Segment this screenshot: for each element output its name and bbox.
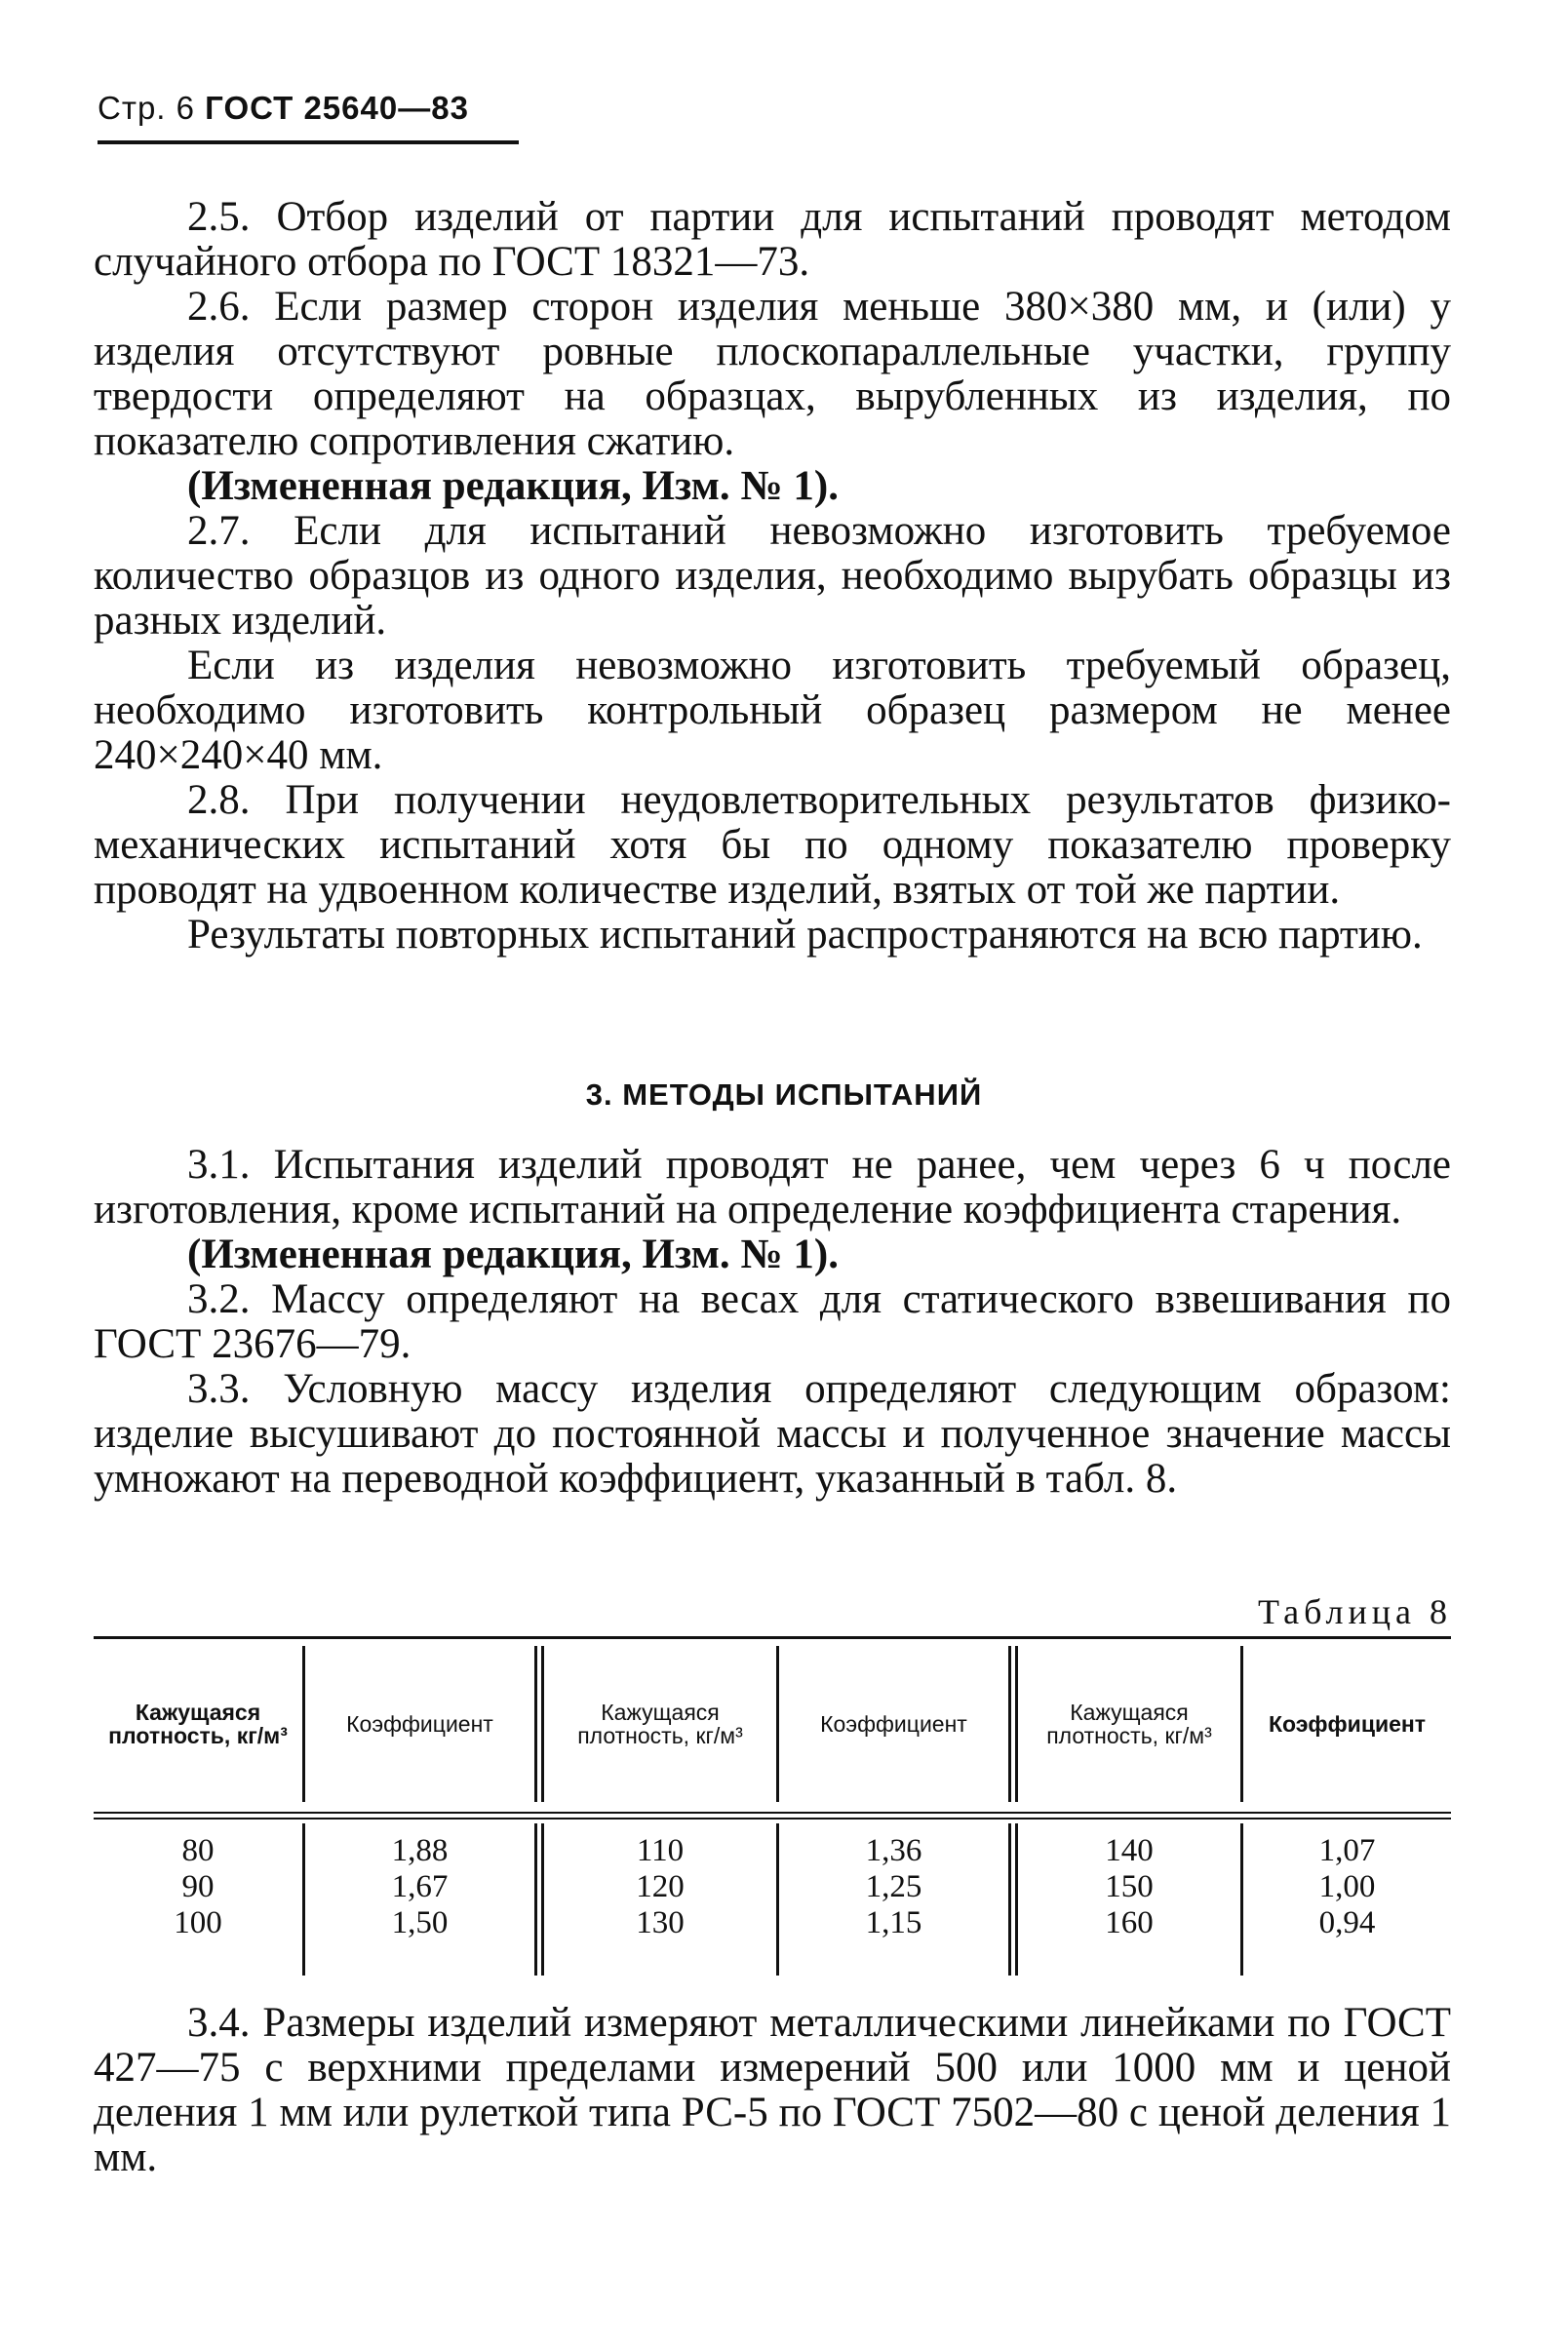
clause-2-8-paragraph-2: Результаты повторных испытаний распространяются на всю партию. [187,912,1423,958]
clauses-2-5-to-2-8 [94,195,1451,958]
table-cell: 80 [181,1833,215,1868]
header-coefficient-2: Коэффициент [820,1711,967,1737]
table-cell: 1,36 [865,1833,922,1868]
table-8 [94,1636,1451,1979]
clause-3-4: 3.4. Размеры изделий измеряют металлическими линейками по ГОСТ 427—75 с верхними пределами измерений 500 или 1000 мм и ценой деления 1 мм или рулеткой типа РС-5 по ГОСТ 7502—80 с ценой деления 1 мм. [94,2000,1451,2180]
clause-2-5: 2.5. Отбор изделий от партии для испытаний проводят методом случайного отбора по ГОСТ 18321—73. [94,194,1451,285]
table-cell: 150 [1105,1869,1154,1904]
table-cell: 1,67 [391,1869,449,1904]
coefficient-column-2 [779,1833,1008,1950]
standard-number: ГОСТ 25640—83 [205,90,469,126]
table-cell: 90 [181,1869,215,1904]
coefficient-column-3 [1243,1833,1451,1950]
header-density-3: Кажущаяся плотность, кг/м³ [1046,1700,1212,1748]
clause-2-8: 2.8. При получении неудовлетворительных результатов физико-механических испытаний хотя бы по одному показателю проверку проводят на удвоенном количестве изделий, взятых от той же партии. [94,777,1451,913]
amendment-note: (Измененная редакция, Изм. № 1). [187,463,839,509]
col-divider [534,1823,537,1976]
table-cell: 130 [636,1905,685,1940]
table-cell: 1,07 [1318,1833,1376,1868]
header-density-2: Кажущаяся плотность, кг/м³ [577,1700,743,1748]
header-coefficient-3: Коэффициент [1268,1711,1427,1737]
header-density-1: Кажущаяся плотность, кг/м³ [108,1700,288,1748]
table-cell: 1,50 [391,1905,449,1940]
density-column-1 [94,1833,302,1950]
density-column-2 [544,1833,776,1950]
clause-2-6: 2.6. Если размер сторон изделия меньше 380×380 мм, и (или) у изделия отсутствуют ровные плоскопараллельные участки, группу твердости определяют на образцах, вырубленных из изделия, по показателю сопротивления сжатию. [94,284,1451,464]
section-title: 3. МЕТОДЫ ИСПЫТАНИЙ [585,1077,983,1112]
table-cell: 100 [174,1905,222,1940]
col-divider [1008,1646,1011,1802]
clause-3-1: 3.1. Испытания изделий проводят не ранее, чем через 6 ч после изготовления, кроме испытаний на определение коэффициента старения. [94,1142,1451,1233]
header-rule-1 [94,1812,1451,1814]
coefficient-column-1 [305,1833,534,1950]
clause-3-4-block [94,2001,1451,2180]
header-coefficient-1: Коэффициент [346,1711,493,1737]
table-cell: 120 [636,1869,685,1904]
clauses-3-1-to-3-3 [94,1143,1451,1502]
table-cell: 1,25 [865,1869,922,1904]
density-column-3 [1018,1833,1240,1950]
clause-3-2: 3.2. Массу определяют на весах для статического взвешивания по ГОСТ 23676—79. [94,1276,1451,1367]
table-caption: Таблица 8 [1258,1592,1452,1631]
table-cell: 110 [636,1833,685,1868]
header-rule-2 [94,1818,1451,1820]
col-divider [534,1646,537,1802]
header-rule [98,140,519,144]
table-cell: 140 [1105,1833,1154,1868]
table-cell: 1,88 [391,1833,449,1868]
table-cell: 1,00 [1318,1869,1376,1904]
table-cell: 0,94 [1318,1905,1376,1940]
page-header [98,90,469,127]
page-number: Стр. 6 [98,90,195,126]
table-cell: 1,15 [865,1905,922,1940]
table-cell: 160 [1105,1905,1154,1940]
table-top-rule [94,1636,1451,1639]
col-divider [1008,1823,1011,1976]
amendment-note: (Измененная редакция, Изм. № 1). [187,1232,839,1277]
clause-3-3: 3.3. Условную массу изделия определяют следующим образом: изделие высушивают до постоянной массы и полученное значение массы умножают на переводной коэффициент, указанный в табл. 8. [94,1366,1451,1502]
clause-2-7: 2.7. Если для испытаний невозможно изготовить требуемое количество образцов из одного изделия, необходимо вырубать образцы из разных изделий. [94,508,1451,644]
clause-2-7-paragraph-2: Если из изделия невозможно изготовить требуемый образец, необходимо изготовить контрольный образец размером не менее 240×240×40 мм. [94,643,1451,778]
